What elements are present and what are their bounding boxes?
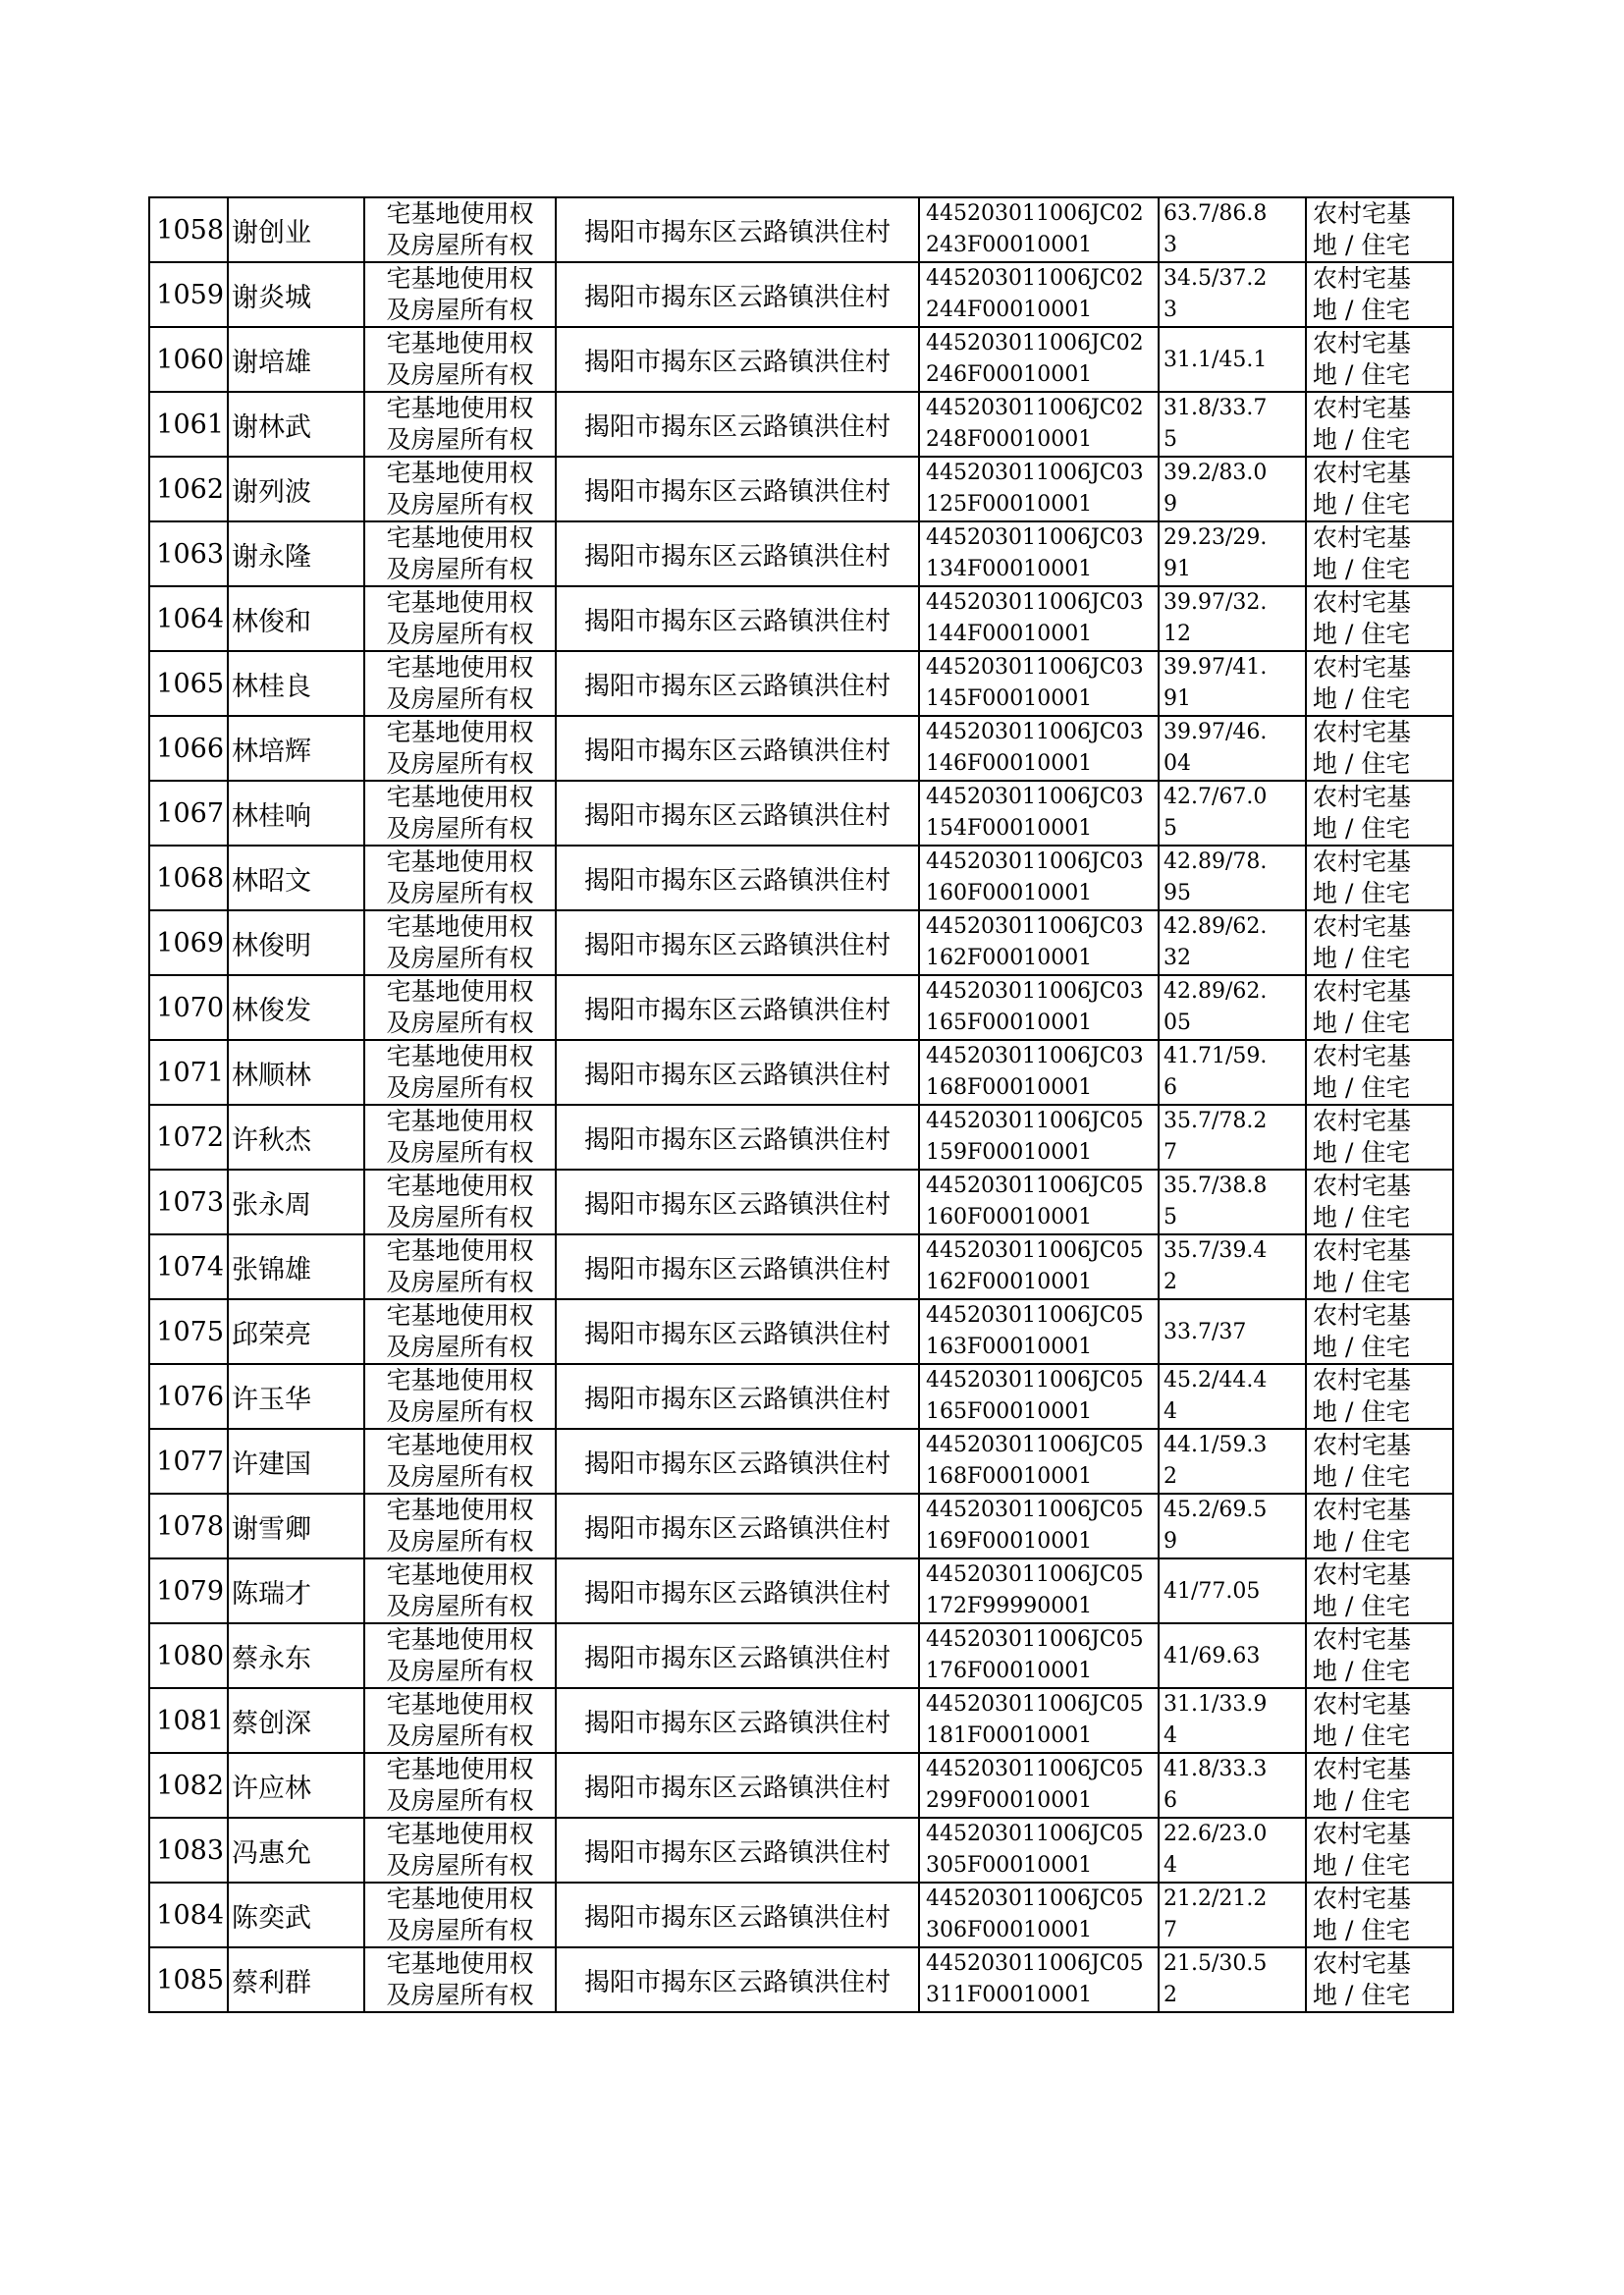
row-number-cell: 1069 bbox=[149, 910, 228, 975]
owner-name-cell: 谢创业 bbox=[228, 197, 364, 262]
land-use-cell: 农村宅基 地 / 住宅 bbox=[1306, 716, 1453, 781]
right-type-cell: 宅基地使用权 及房屋所有权 bbox=[364, 1299, 556, 1364]
owner-name-cell: 冯惠允 bbox=[228, 1818, 364, 1883]
owner-name-cell: 谢炎城 bbox=[228, 262, 364, 327]
right-type-cell: 宅基地使用权 及房屋所有权 bbox=[364, 1753, 556, 1818]
owner-name-cell: 林俊明 bbox=[228, 910, 364, 975]
land-use-cell: 农村宅基 地 / 住宅 bbox=[1306, 1623, 1453, 1688]
location-cell: 揭阳市揭东区云路镇洪住村 bbox=[556, 846, 919, 910]
unit-code-cell: 445203011006JC03 146F00010001 bbox=[919, 716, 1159, 781]
owner-name-cell: 蔡创深 bbox=[228, 1688, 364, 1753]
land-use-cell: 农村宅基 地 / 住宅 bbox=[1306, 1040, 1453, 1105]
row-number-cell: 1082 bbox=[149, 1753, 228, 1818]
right-type-cell: 宅基地使用权 及房屋所有权 bbox=[364, 1558, 556, 1623]
land-use-cell: 农村宅基 地 / 住宅 bbox=[1306, 975, 1453, 1040]
owner-name-cell: 林昭文 bbox=[228, 846, 364, 910]
table-row bbox=[149, 1623, 1453, 1688]
land-use-cell: 农村宅基 地 / 住宅 bbox=[1306, 651, 1453, 716]
owner-name-cell: 许玉华 bbox=[228, 1364, 364, 1429]
land-use-cell: 农村宅基 地 / 住宅 bbox=[1306, 1818, 1453, 1883]
location-cell: 揭阳市揭东区云路镇洪住村 bbox=[556, 586, 919, 651]
land-use-cell: 农村宅基 地 / 住宅 bbox=[1306, 197, 1453, 262]
area-cell: 39.2/83.0 9 bbox=[1159, 457, 1306, 521]
unit-code-cell: 445203011006JC02 248F00010001 bbox=[919, 392, 1159, 457]
table-row bbox=[149, 1883, 1453, 1947]
location-cell: 揭阳市揭东区云路镇洪住村 bbox=[556, 716, 919, 781]
unit-code-cell: 445203011006JC03 125F00010001 bbox=[919, 457, 1159, 521]
right-type-cell: 宅基地使用权 及房屋所有权 bbox=[364, 1234, 556, 1299]
owner-name-cell: 林俊和 bbox=[228, 586, 364, 651]
right-type-cell: 宅基地使用权 及房屋所有权 bbox=[364, 1883, 556, 1947]
location-cell: 揭阳市揭东区云路镇洪住村 bbox=[556, 457, 919, 521]
table-row bbox=[149, 586, 1453, 651]
table-row bbox=[149, 1040, 1453, 1105]
table-row bbox=[149, 781, 1453, 846]
row-number-cell: 1073 bbox=[149, 1170, 228, 1234]
land-use-cell: 农村宅基 地 / 住宅 bbox=[1306, 1688, 1453, 1753]
unit-code-cell: 445203011006JC03 168F00010001 bbox=[919, 1040, 1159, 1105]
row-number-cell: 1078 bbox=[149, 1494, 228, 1558]
location-cell: 揭阳市揭东区云路镇洪住村 bbox=[556, 1234, 919, 1299]
table-row bbox=[149, 1558, 1453, 1623]
land-use-cell: 农村宅基 地 / 住宅 bbox=[1306, 327, 1453, 392]
location-cell: 揭阳市揭东区云路镇洪住村 bbox=[556, 1753, 919, 1818]
row-number-cell: 1076 bbox=[149, 1364, 228, 1429]
unit-code-cell: 445203011006JC03 144F00010001 bbox=[919, 586, 1159, 651]
location-cell: 揭阳市揭东区云路镇洪住村 bbox=[556, 1170, 919, 1234]
table-row bbox=[149, 197, 1453, 262]
location-cell: 揭阳市揭东区云路镇洪住村 bbox=[556, 1818, 919, 1883]
unit-code-cell: 445203011006JC02 244F00010001 bbox=[919, 262, 1159, 327]
location-cell: 揭阳市揭东区云路镇洪住村 bbox=[556, 1494, 919, 1558]
area-cell: 35.7/39.4 2 bbox=[1159, 1234, 1306, 1299]
owner-name-cell: 林顺林 bbox=[228, 1040, 364, 1105]
table-row bbox=[149, 521, 1453, 586]
land-use-cell: 农村宅基 地 / 住宅 bbox=[1306, 1558, 1453, 1623]
unit-code-cell: 445203011006JC03 134F00010001 bbox=[919, 521, 1159, 586]
location-cell: 揭阳市揭东区云路镇洪住村 bbox=[556, 1299, 919, 1364]
row-number-cell: 1081 bbox=[149, 1688, 228, 1753]
area-cell: 63.7/86.8 3 bbox=[1159, 197, 1306, 262]
land-use-cell: 农村宅基 地 / 住宅 bbox=[1306, 846, 1453, 910]
unit-code-cell: 445203011006JC05 169F00010001 bbox=[919, 1494, 1159, 1558]
table-row bbox=[149, 1429, 1453, 1494]
location-cell: 揭阳市揭东区云路镇洪住村 bbox=[556, 1688, 919, 1753]
land-use-cell: 农村宅基 地 / 住宅 bbox=[1306, 586, 1453, 651]
land-use-cell: 农村宅基 地 / 住宅 bbox=[1306, 1105, 1453, 1170]
land-use-cell: 农村宅基 地 / 住宅 bbox=[1306, 1364, 1453, 1429]
owner-name-cell: 谢雪卿 bbox=[228, 1494, 364, 1558]
land-use-cell: 农村宅基 地 / 住宅 bbox=[1306, 1234, 1453, 1299]
row-number-cell: 1063 bbox=[149, 521, 228, 586]
land-use-cell: 农村宅基 地 / 住宅 bbox=[1306, 262, 1453, 327]
right-type-cell: 宅基地使用权 及房屋所有权 bbox=[364, 975, 556, 1040]
right-type-cell: 宅基地使用权 及房屋所有权 bbox=[364, 1623, 556, 1688]
owner-name-cell: 许秋杰 bbox=[228, 1105, 364, 1170]
right-type-cell: 宅基地使用权 及房屋所有权 bbox=[364, 327, 556, 392]
owner-name-cell: 谢永隆 bbox=[228, 521, 364, 586]
location-cell: 揭阳市揭东区云路镇洪住村 bbox=[556, 651, 919, 716]
row-number-cell: 1080 bbox=[149, 1623, 228, 1688]
unit-code-cell: 445203011006JC03 154F00010001 bbox=[919, 781, 1159, 846]
land-use-cell: 农村宅基 地 / 住宅 bbox=[1306, 1299, 1453, 1364]
right-type-cell: 宅基地使用权 及房屋所有权 bbox=[364, 781, 556, 846]
land-use-cell: 农村宅基 地 / 住宅 bbox=[1306, 1494, 1453, 1558]
owner-name-cell: 谢列波 bbox=[228, 457, 364, 521]
owner-name-cell: 张永周 bbox=[228, 1170, 364, 1234]
area-cell: 41/69.63 bbox=[1159, 1623, 1306, 1688]
unit-code-cell: 445203011006JC03 162F00010001 bbox=[919, 910, 1159, 975]
unit-code-cell: 445203011006JC05 160F00010001 bbox=[919, 1170, 1159, 1234]
unit-code-cell: 445203011006JC05 181F00010001 bbox=[919, 1688, 1159, 1753]
table-row bbox=[149, 327, 1453, 392]
unit-code-cell: 445203011006JC05 306F00010001 bbox=[919, 1883, 1159, 1947]
owner-name-cell: 谢林武 bbox=[228, 392, 364, 457]
row-number-cell: 1084 bbox=[149, 1883, 228, 1947]
area-cell: 39.97/41. 91 bbox=[1159, 651, 1306, 716]
area-cell: 29.23/29. 91 bbox=[1159, 521, 1306, 586]
table-row bbox=[149, 262, 1453, 327]
location-cell: 揭阳市揭东区云路镇洪住村 bbox=[556, 910, 919, 975]
right-type-cell: 宅基地使用权 及房屋所有权 bbox=[364, 521, 556, 586]
location-cell: 揭阳市揭东区云路镇洪住村 bbox=[556, 262, 919, 327]
unit-code-cell: 445203011006JC05 168F00010001 bbox=[919, 1429, 1159, 1494]
unit-code-cell: 445203011006JC03 160F00010001 bbox=[919, 846, 1159, 910]
unit-code-cell: 445203011006JC05 299F00010001 bbox=[919, 1753, 1159, 1818]
owner-name-cell: 蔡利群 bbox=[228, 1947, 364, 2012]
area-cell: 35.7/78.2 7 bbox=[1159, 1105, 1306, 1170]
row-number-cell: 1058 bbox=[149, 197, 228, 262]
table-row bbox=[149, 1947, 1453, 2012]
unit-code-cell: 445203011006JC05 163F00010001 bbox=[919, 1299, 1159, 1364]
row-number-cell: 1072 bbox=[149, 1105, 228, 1170]
right-type-cell: 宅基地使用权 及房屋所有权 bbox=[364, 1429, 556, 1494]
row-number-cell: 1077 bbox=[149, 1429, 228, 1494]
area-cell: 39.97/32. 12 bbox=[1159, 586, 1306, 651]
area-cell: 33.7/37 bbox=[1159, 1299, 1306, 1364]
area-cell: 41.71/59. 6 bbox=[1159, 1040, 1306, 1105]
owner-name-cell: 林俊发 bbox=[228, 975, 364, 1040]
right-type-cell: 宅基地使用权 及房屋所有权 bbox=[364, 262, 556, 327]
right-type-cell: 宅基地使用权 及房屋所有权 bbox=[364, 392, 556, 457]
land-use-cell: 农村宅基 地 / 住宅 bbox=[1306, 457, 1453, 521]
table-row bbox=[149, 910, 1453, 975]
owner-name-cell: 林培辉 bbox=[228, 716, 364, 781]
row-number-cell: 1068 bbox=[149, 846, 228, 910]
owner-name-cell: 张锦雄 bbox=[228, 1234, 364, 1299]
owner-name-cell: 许应林 bbox=[228, 1753, 364, 1818]
area-cell: 35.7/38.8 5 bbox=[1159, 1170, 1306, 1234]
owner-name-cell: 许建国 bbox=[228, 1429, 364, 1494]
land-use-cell: 农村宅基 地 / 住宅 bbox=[1306, 1429, 1453, 1494]
area-cell: 45.2/44.4 4 bbox=[1159, 1364, 1306, 1429]
area-cell: 22.6/23.0 4 bbox=[1159, 1818, 1306, 1883]
table-row bbox=[149, 1234, 1453, 1299]
unit-code-cell: 445203011006JC05 162F00010001 bbox=[919, 1234, 1159, 1299]
location-cell: 揭阳市揭东区云路镇洪住村 bbox=[556, 1040, 919, 1105]
table-row bbox=[149, 457, 1453, 521]
right-type-cell: 宅基地使用权 及房屋所有权 bbox=[364, 457, 556, 521]
area-cell: 21.2/21.2 7 bbox=[1159, 1883, 1306, 1947]
location-cell: 揭阳市揭东区云路镇洪住村 bbox=[556, 327, 919, 392]
right-type-cell: 宅基地使用权 及房屋所有权 bbox=[364, 1105, 556, 1170]
table-row bbox=[149, 392, 1453, 457]
row-number-cell: 1083 bbox=[149, 1818, 228, 1883]
row-number-cell: 1064 bbox=[149, 586, 228, 651]
row-number-cell: 1079 bbox=[149, 1558, 228, 1623]
location-cell: 揭阳市揭东区云路镇洪住村 bbox=[556, 1623, 919, 1688]
right-type-cell: 宅基地使用权 及房屋所有权 bbox=[364, 846, 556, 910]
land-use-cell: 农村宅基 地 / 住宅 bbox=[1306, 1947, 1453, 2012]
land-use-cell: 农村宅基 地 / 住宅 bbox=[1306, 1753, 1453, 1818]
area-cell: 42.7/67.0 5 bbox=[1159, 781, 1306, 846]
right-type-cell: 宅基地使用权 及房屋所有权 bbox=[364, 197, 556, 262]
table-row bbox=[149, 975, 1453, 1040]
row-number-cell: 1065 bbox=[149, 651, 228, 716]
right-type-cell: 宅基地使用权 及房屋所有权 bbox=[364, 1494, 556, 1558]
area-cell: 44.1/59.3 2 bbox=[1159, 1429, 1306, 1494]
right-type-cell: 宅基地使用权 及房屋所有权 bbox=[364, 1947, 556, 2012]
right-type-cell: 宅基地使用权 及房屋所有权 bbox=[364, 1170, 556, 1234]
area-cell: 31.1/33.9 4 bbox=[1159, 1688, 1306, 1753]
unit-code-cell: 445203011006JC02 243F00010001 bbox=[919, 197, 1159, 262]
row-number-cell: 1066 bbox=[149, 716, 228, 781]
row-number-cell: 1085 bbox=[149, 1947, 228, 2012]
table-row bbox=[149, 651, 1453, 716]
table-row bbox=[149, 716, 1453, 781]
row-number-cell: 1074 bbox=[149, 1234, 228, 1299]
right-type-cell: 宅基地使用权 及房屋所有权 bbox=[364, 651, 556, 716]
unit-code-cell: 445203011006JC05 172F99990001 bbox=[919, 1558, 1159, 1623]
row-number-cell: 1071 bbox=[149, 1040, 228, 1105]
area-cell: 39.97/46. 04 bbox=[1159, 716, 1306, 781]
location-cell: 揭阳市揭东区云路镇洪住村 bbox=[556, 1364, 919, 1429]
row-number-cell: 1070 bbox=[149, 975, 228, 1040]
unit-code-cell: 445203011006JC03 165F00010001 bbox=[919, 975, 1159, 1040]
owner-name-cell: 陈奕武 bbox=[228, 1883, 364, 1947]
row-number-cell: 1060 bbox=[149, 327, 228, 392]
owner-name-cell: 陈瑞才 bbox=[228, 1558, 364, 1623]
right-type-cell: 宅基地使用权 及房屋所有权 bbox=[364, 1818, 556, 1883]
land-use-cell: 农村宅基 地 / 住宅 bbox=[1306, 1883, 1453, 1947]
owner-name-cell: 蔡永东 bbox=[228, 1623, 364, 1688]
land-use-cell: 农村宅基 地 / 住宅 bbox=[1306, 910, 1453, 975]
area-cell: 42.89/62. 05 bbox=[1159, 975, 1306, 1040]
table-row bbox=[149, 1818, 1453, 1883]
area-cell: 42.89/62. 32 bbox=[1159, 910, 1306, 975]
row-number-cell: 1061 bbox=[149, 392, 228, 457]
area-cell: 45.2/69.5 9 bbox=[1159, 1494, 1306, 1558]
location-cell: 揭阳市揭东区云路镇洪住村 bbox=[556, 1558, 919, 1623]
land-use-cell: 农村宅基 地 / 住宅 bbox=[1306, 781, 1453, 846]
owner-name-cell: 谢培雄 bbox=[228, 327, 364, 392]
owner-name-cell: 林桂良 bbox=[228, 651, 364, 716]
table-row bbox=[149, 1299, 1453, 1364]
area-cell: 41.8/33.3 6 bbox=[1159, 1753, 1306, 1818]
location-cell: 揭阳市揭东区云路镇洪住村 bbox=[556, 1105, 919, 1170]
land-use-cell: 农村宅基 地 / 住宅 bbox=[1306, 1170, 1453, 1234]
area-cell: 41/77.05 bbox=[1159, 1558, 1306, 1623]
location-cell: 揭阳市揭东区云路镇洪住村 bbox=[556, 1947, 919, 2012]
row-number-cell: 1075 bbox=[149, 1299, 228, 1364]
right-type-cell: 宅基地使用权 及房屋所有权 bbox=[364, 586, 556, 651]
unit-code-cell: 445203011006JC03 145F00010001 bbox=[919, 651, 1159, 716]
right-type-cell: 宅基地使用权 及房屋所有权 bbox=[364, 1040, 556, 1105]
location-cell: 揭阳市揭东区云路镇洪住村 bbox=[556, 1429, 919, 1494]
area-cell: 31.1/45.1 bbox=[1159, 327, 1306, 392]
table-row bbox=[149, 1105, 1453, 1170]
table-row bbox=[149, 1494, 1453, 1558]
location-cell: 揭阳市揭东区云路镇洪住村 bbox=[556, 781, 919, 846]
area-cell: 34.5/37.2 3 bbox=[1159, 262, 1306, 327]
right-type-cell: 宅基地使用权 及房屋所有权 bbox=[364, 716, 556, 781]
unit-code-cell: 445203011006JC05 176F00010001 bbox=[919, 1623, 1159, 1688]
right-type-cell: 宅基地使用权 及房屋所有权 bbox=[364, 910, 556, 975]
table-row bbox=[149, 846, 1453, 910]
row-number-cell: 1062 bbox=[149, 457, 228, 521]
area-cell: 21.5/30.5 2 bbox=[1159, 1947, 1306, 2012]
location-cell: 揭阳市揭东区云路镇洪住村 bbox=[556, 392, 919, 457]
unit-code-cell: 445203011006JC02 246F00010001 bbox=[919, 327, 1159, 392]
unit-code-cell: 445203011006JC05 311F00010001 bbox=[919, 1947, 1159, 2012]
table-row bbox=[149, 1364, 1453, 1429]
unit-code-cell: 445203011006JC05 159F00010001 bbox=[919, 1105, 1159, 1170]
registration-table bbox=[148, 196, 1454, 2013]
right-type-cell: 宅基地使用权 及房屋所有权 bbox=[364, 1364, 556, 1429]
row-number-cell: 1067 bbox=[149, 781, 228, 846]
location-cell: 揭阳市揭东区云路镇洪住村 bbox=[556, 521, 919, 586]
area-cell: 42.89/78. 95 bbox=[1159, 846, 1306, 910]
owner-name-cell: 邱荣亮 bbox=[228, 1299, 364, 1364]
right-type-cell: 宅基地使用权 及房屋所有权 bbox=[364, 1688, 556, 1753]
table-row bbox=[149, 1170, 1453, 1234]
location-cell: 揭阳市揭东区云路镇洪住村 bbox=[556, 975, 919, 1040]
table-body bbox=[149, 197, 1453, 2012]
unit-code-cell: 445203011006JC05 305F00010001 bbox=[919, 1818, 1159, 1883]
location-cell: 揭阳市揭东区云路镇洪住村 bbox=[556, 1883, 919, 1947]
land-use-cell: 农村宅基 地 / 住宅 bbox=[1306, 392, 1453, 457]
table-row bbox=[149, 1753, 1453, 1818]
land-use-cell: 农村宅基 地 / 住宅 bbox=[1306, 521, 1453, 586]
unit-code-cell: 445203011006JC05 165F00010001 bbox=[919, 1364, 1159, 1429]
area-cell: 31.8/33.7 5 bbox=[1159, 392, 1306, 457]
table-row bbox=[149, 1688, 1453, 1753]
owner-name-cell: 林桂响 bbox=[228, 781, 364, 846]
row-number-cell: 1059 bbox=[149, 262, 228, 327]
location-cell: 揭阳市揭东区云路镇洪住村 bbox=[556, 197, 919, 262]
